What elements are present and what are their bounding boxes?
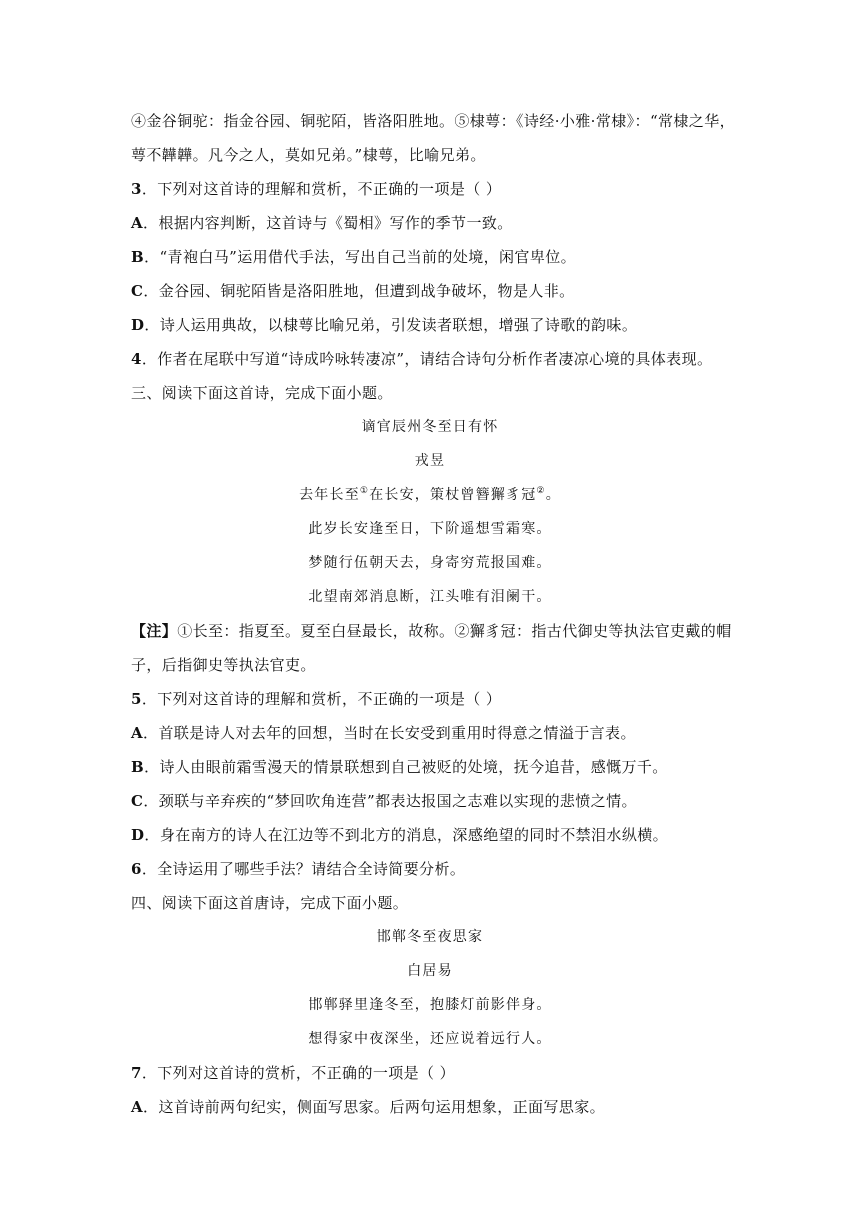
poem-2-line-1: 邯郸驿里逢冬至，抱膝灯前影伴身。 — [308, 997, 552, 1013]
option-label: A — [131, 1098, 144, 1116]
poem-text: 在长安，策杖曾簪獬豸冠 — [369, 487, 537, 503]
note-label: 【注】 — [131, 622, 178, 640]
poem-1-line-1 — [0, 485, 860, 505]
question-4 — [131, 349, 712, 369]
option-label: A — [131, 724, 144, 742]
question-text: ．下列对这首诗的理解和赏析，不正确的一项是（ ） — [141, 690, 502, 708]
option-3d — [131, 315, 637, 335]
poem-text: 。 — [545, 487, 561, 503]
option-text: ．这首诗前两句纪实，侧面写思家。后两句运用想象，正面写思家。 — [143, 1098, 606, 1116]
poem-1-title: 谪官辰州冬至日有怀 — [361, 419, 499, 435]
section-3-heading: 三、阅读下面这首诗，完成下面小题。 — [131, 384, 393, 402]
question-7 — [131, 1063, 455, 1083]
option-label: B — [131, 248, 145, 266]
question-number: 4 — [131, 350, 142, 368]
question-5 — [131, 689, 501, 709]
option-3a — [131, 213, 513, 233]
option-text: ．诗人由眼前霜雪漫天的情景联想到自己被贬的处境，抚今追昔，感慨万千。 — [144, 758, 668, 776]
option-5d — [131, 825, 668, 845]
note-line-1 — [131, 621, 732, 641]
question-number: 7 — [131, 1064, 142, 1082]
poem-2-author: 白居易 — [407, 963, 453, 979]
question-text: ．下列对这首诗的赏析，不正确的一项是（ ） — [141, 1064, 456, 1082]
question-text: ．下列对这首诗的理解和赏析，不正确的一项是（ ） — [141, 180, 502, 198]
option-label: C — [131, 792, 144, 810]
option-label: C — [131, 282, 144, 300]
option-label: D — [131, 316, 145, 334]
footnote-marker: ② — [536, 486, 546, 496]
option-label: D — [131, 826, 145, 844]
question-text: ．作者在尾联中写道“诗成吟咏转凄凉”，请结合诗句分析作者凄凉心境的具体表现。 — [141, 350, 713, 368]
option-7a — [131, 1097, 605, 1117]
poem-text: 去年长至 — [299, 487, 360, 503]
question-6 — [131, 859, 465, 879]
poem-1-line-3: 梦随行伍朝天去，身寄穷荒报国难。 — [308, 555, 552, 571]
option-text: ．根据内容判断，这首诗与《蜀相》写作的季节一致。 — [143, 214, 513, 232]
question-number: 6 — [131, 860, 142, 878]
question-number: 5 — [131, 690, 142, 708]
option-label: A — [131, 214, 144, 232]
poem-2-title: 邯郸冬至夜思家 — [376, 929, 484, 945]
poem-1-line-4: 北望南郊消息断，江头唯有泪阑干。 — [308, 589, 552, 605]
option-5b — [131, 757, 668, 777]
footnote-marker: ① — [359, 486, 370, 496]
option-5c — [131, 791, 637, 811]
question-text: ．全诗运用了哪些手法？请结合全诗简要分析。 — [141, 860, 466, 878]
option-5a — [131, 723, 636, 743]
note-line-2: 子，后指御史等执法官吏。 — [131, 656, 316, 674]
poem-2-line-2: 想得家中夜深坐，还应说着远行人。 — [308, 1031, 552, 1047]
option-3b — [131, 247, 576, 267]
option-label: B — [131, 758, 145, 776]
footnote-line-2: 萼不韡韡。凡今之人，莫如兄弟。”棣萼，比喻兄弟。 — [131, 146, 486, 164]
option-text: ．身在南方的诗人在江边等不到北方的消息，深感绝望的同时不禁泪水纵横。 — [144, 826, 669, 844]
question-number: 3 — [131, 180, 142, 198]
note-text: ①长至：指夏至。夏至白昼最长，故称。②獬豸冠：指古代御史等执法官吏戴的帽 — [177, 622, 732, 640]
option-3c — [131, 281, 575, 301]
option-text: ．颈联与辛弃疾的“梦回吹角连营”都表达报国之志难以实现的悲愤之情。 — [143, 792, 637, 810]
poem-1-author: 戎昱 — [414, 453, 446, 469]
option-text: ．“青袍白马”运用借代手法，写出自己当前的处境，闲官卑位。 — [144, 248, 577, 266]
question-3 — [131, 179, 501, 199]
option-text: ．金谷园、铜驼陌皆是洛阳胜地，但遭到战争破坏，物是人非。 — [143, 282, 575, 300]
poem-1-line-2: 此岁长安逢至日，下阶遥想雪霜寒。 — [308, 521, 552, 537]
section-4-heading: 四、阅读下面这首唐诗，完成下面小题。 — [131, 894, 409, 912]
footnote-line-1: ④金谷铜驼：指金谷园、铜驼陌，皆洛阳胜地。⑤棣萼：《诗经·小雅·常棣》：“常棣之华， — [131, 112, 736, 130]
option-text: ．诗人运用典故，以棣萼比喻兄弟，引发读者联想，增强了诗歌的韵味。 — [144, 316, 638, 334]
option-text: ．首联是诗人对去年的回想，当时在长安受到重用时得意之情溢于言表。 — [143, 724, 636, 742]
